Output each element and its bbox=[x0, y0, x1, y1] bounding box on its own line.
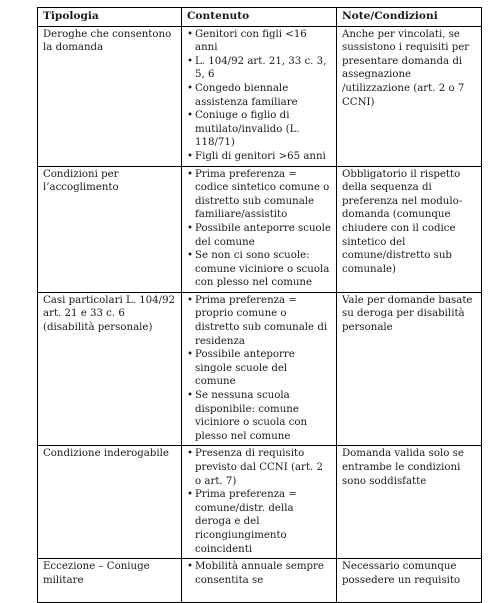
list-item: • Se nessuna scuola disponibile: comune viciniore o scuola con plesso nel comune bbox=[187, 389, 331, 443]
list-item: • Prima preferenza = codice sintetico comune o distretto sub comunale familiare/assistito bbox=[187, 168, 331, 222]
contenuto-list bbox=[187, 28, 331, 164]
table-row bbox=[38, 559, 482, 603]
cell-tipologia: Condizioni per l’accoglimento bbox=[38, 166, 182, 292]
list-item: • Se non ci sono scuole: comune viciniore o scuola con plesso nel comune bbox=[187, 249, 331, 290]
cell-note: Obbligatorio il rispetto della sequenza di preferenza nel modulo-domanda (comunque chiudere con il codice sintetico del comune/distretto sub comunale) bbox=[337, 166, 482, 292]
list-item: • Genitori con figli <16 anni bbox=[187, 28, 331, 55]
cell-tipologia: Casi particolari L. 104/92 art. 21 e 33 c. 6 (disabilità personale) bbox=[38, 292, 182, 446]
conditions-table bbox=[37, 7, 482, 603]
header-contenuto: Contenuto bbox=[182, 8, 337, 27]
contenuto-list bbox=[187, 168, 331, 290]
header-note: Note/Condizioni bbox=[337, 8, 482, 27]
list-item: • Possibile anteporre scuole del comune bbox=[187, 222, 331, 249]
table-row bbox=[38, 292, 482, 446]
list-item: • Mobilità annuale sempre consentita se bbox=[187, 560, 331, 587]
list-item: • L. 104/92 art. 21, 33 c. 3, 5, 6 bbox=[187, 55, 331, 82]
table-row bbox=[38, 26, 482, 166]
list-item: • Presenza di requisito previsto dal CCNI (art. 2 o art. 7) bbox=[187, 447, 331, 488]
list-item: • Congedo biennale assistenza familiare bbox=[187, 82, 331, 109]
cell-tipologia: Condizione inderogabile bbox=[38, 446, 182, 559]
cell-tipologia: Eccezione – Coniuge militare bbox=[38, 559, 182, 603]
table-row bbox=[38, 446, 482, 559]
list-item: • Possibile anteporre singole scuole del comune bbox=[187, 348, 331, 389]
table-header-row bbox=[38, 8, 482, 27]
list-item: • Coniuge o figlio di mutilato/invalido (L. 118/71) bbox=[187, 109, 331, 150]
cell-contenuto bbox=[182, 166, 337, 292]
cell-note: Anche per vincolati, se sussistono i requisiti per presentare domanda di assegnazione /utilizzazione (art. 2 o 7 CCNI) bbox=[337, 26, 482, 166]
cell-contenuto bbox=[182, 292, 337, 446]
contenuto-list bbox=[187, 560, 331, 587]
list-item: • Figli di genitori >65 anni bbox=[187, 150, 331, 164]
contenuto-list bbox=[187, 294, 331, 444]
list-item: • Prima preferenza = proprio comune o distretto sub comunale di residenza bbox=[187, 294, 331, 348]
cell-note: Vale per domande basate su deroga per disabilità personale bbox=[337, 292, 482, 446]
contenuto-list bbox=[187, 447, 331, 556]
cell-note: Domanda valida solo se entrambe le condizioni sono soddisfatte bbox=[337, 446, 482, 559]
list-item: • Prima preferenza = comune/distr. della deroga e del ricongiungimento coincidenti bbox=[187, 488, 331, 556]
cell-note: Necessario comunque possedere un requisito bbox=[337, 559, 482, 603]
cell-contenuto bbox=[182, 26, 337, 166]
header-tipologia: Tipologia bbox=[38, 8, 182, 27]
cell-contenuto bbox=[182, 559, 337, 603]
cell-contenuto bbox=[182, 446, 337, 559]
cell-tipologia: Deroghe che consentono la domanda bbox=[38, 26, 182, 166]
table-row bbox=[38, 166, 482, 292]
